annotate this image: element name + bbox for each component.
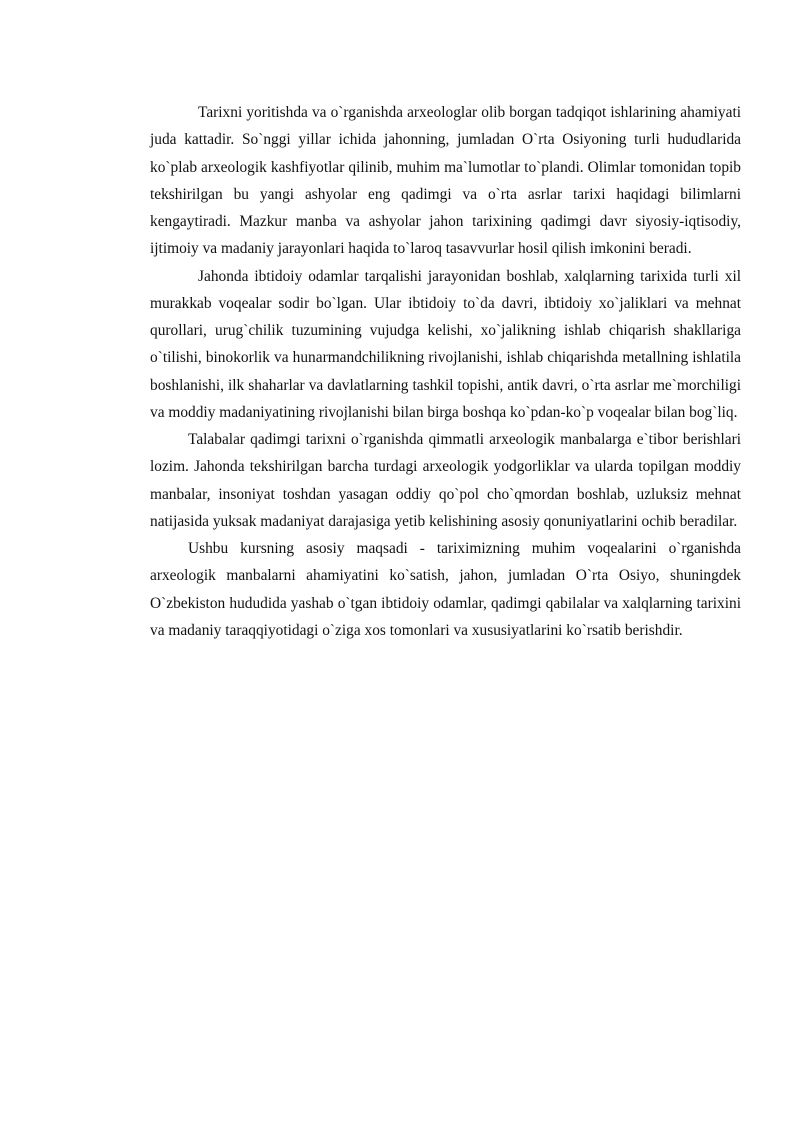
paragraph-1: Tarixni yoritishda va o`rganishda arxeologlar olib borgan tadqiqot ishlarining ahamiyati juda kattadir. So`nggi yillar ichida jahonning, jumladan O`rta Osiyoning turli hududlarida ko`plab arxeologik kashfiyotlar qilinib, muhim ma`lumotlar to`plandi. Olimlar tomonidan topib tekshirilgan bu yangi ashyolar eng qadimgi va o`rta asrlar tarixi haqidagi bilimlarni kengaytiradi. Mazkur manba va ashyolar jahon tarixining qadimgi davr siyosiy-iqtisodiy, ijtimoiy va madaniy jarayonlari haqida to`laroq tasavvurlar hosil qilish imkonini beradi.: [150, 104, 741, 258]
paragraph-2: Jahonda ibtidoiy odamlar tarqalishi jarayonidan boshlab, xalqlarning tarixida turli xil murakkab voqealar sodir bo`lgan. Ular ibtidoiy to`da davri, ibtidoiy xo`jaliklari va mehnat qurollari, urug`chilik tuzumining vujudga kelishi, xo`jalikning ishlab chiqarish shakllariga o`tilishi, binokorlik va hunarmandchilikning rivojlanishi, ishlab chiqarishda metallning ishlatila boshlanishi, ilk shaharlar va davlatlarning tashkil topishi, antik davri, o`rta asrlar me`morchiligi va moddiy madaniyatining rivojlanishi bilan birga boshqa ko`pdan-ko`p voqealar bilan bog`liq.: [150, 267, 741, 421]
paragraph-4: Ushbu kursning asosiy maqsadi - tariximizning muhim voqealarini o`rganishda arxeologik manbalarni ahamiyatini ko`satish, jahon, jumladan O`rta Osiyo, shuningdek O`zbekiston hududida yashab o`tgan ibtidoiy odamlar, qadimgi qabilalar va xalqlarning tarixini va madaniy taraqqiyotidagi o`ziga xos tomonlari va xususiyatlarini ko`rsatib berishdir.: [150, 540, 741, 639]
document-body: [150, 99, 741, 644]
paragraph-3: Talabalar qadimgi tarixni o`rganishda qimmatli arxeologik manbalarga e`tibor berishlari lozim. Jahonda tekshirilgan barcha turdagi arxeologik yodgorliklar va ularda topilgan moddiy manbalar, insoniyat toshdan yasagan oddiy qo`pol cho`qmordan boshlab, uzluksiz mehnat natijasida yuksak madaniyat darajasiga yetib kelishining asosiy qonuniyatlarini ochib beradilar.: [150, 431, 741, 530]
